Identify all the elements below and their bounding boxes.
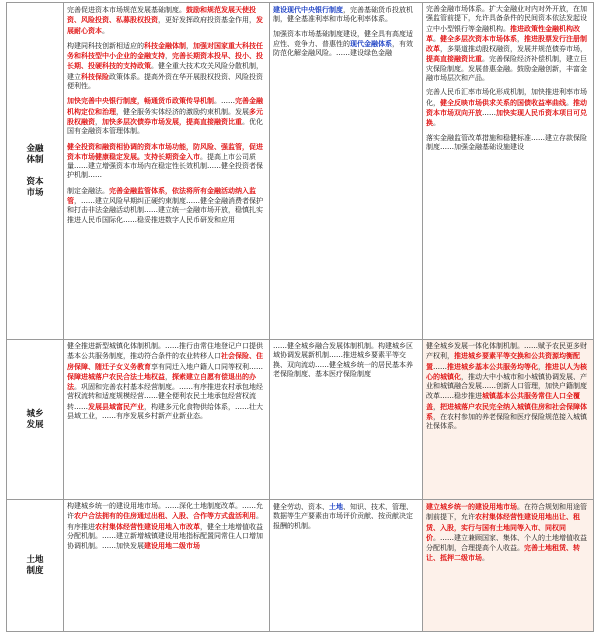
highlighted-text: 建设现代中央银行制度 bbox=[273, 5, 343, 14]
section-label-line: 制度 bbox=[26, 565, 44, 576]
text-run: 。 bbox=[102, 26, 109, 35]
highlighted-text: 推进以人为核心的城镇化 bbox=[426, 361, 587, 381]
text-run: 。在符合规划和用途管制前提下，允许 bbox=[426, 503, 587, 522]
highlighted-text: 完善长期资本投早、投小、投长期、投硬科技的支持政策 bbox=[67, 51, 263, 71]
paragraph bbox=[67, 5, 266, 36]
section-label-line: 体制 bbox=[26, 154, 44, 165]
text-run: 构建同科技创新相适应的 bbox=[67, 41, 144, 50]
highlighted-text: 加快实现人民币资本项目可兑换 bbox=[426, 107, 587, 128]
text-run: 。提高上市公司质量……建立增强资本市场内在稳定性长效机制……健全投资者保护机制…… bbox=[67, 152, 263, 180]
highlighted-text: 土地 bbox=[329, 502, 343, 511]
text-run: ，有效防范化解金融风险。……建设绿色金融 bbox=[273, 39, 413, 58]
text-run: ，多渠道推动股权融资，发展并规范债券市场， bbox=[440, 45, 587, 54]
text-run: 。 bbox=[566, 98, 573, 107]
paragraph bbox=[426, 134, 590, 153]
highlighted-text: 科技金融体制 bbox=[144, 40, 186, 50]
text-run: 享有同迁入地户籍人口同等权利…… bbox=[151, 362, 263, 371]
highlighted-text: 科技保险 bbox=[81, 71, 109, 81]
section-label-line: 市场 bbox=[26, 187, 44, 198]
highlighted-text: 提高直接融资比重 bbox=[426, 54, 482, 64]
text-run: ，健全服务实体经济的激励约束机制。发展 bbox=[116, 107, 249, 116]
text-run: 。优化国有金融资本管理体制。 bbox=[67, 117, 263, 136]
text-run: ，在农村参加的养老保险和医疗保险规范接入城镇社保体系。 bbox=[426, 413, 587, 431]
text-run: 。 bbox=[433, 34, 440, 43]
text-run: ，构建多元化食物供给体系，……壮大县域工业，……有序发展乡村新产业新业态。 bbox=[67, 402, 263, 421]
paragraph bbox=[67, 96, 266, 136]
cell-prior-urban-rural bbox=[270, 340, 423, 500]
highlighted-text: 加快多层次债券市场发展，提高直接融资比重 bbox=[102, 116, 242, 126]
text-run: ，更好发挥政府投资基金作用， bbox=[158, 16, 256, 25]
text-run: ， bbox=[95, 117, 102, 126]
text-run: 。…… bbox=[214, 97, 235, 106]
section-label-finance bbox=[7, 3, 64, 340]
text-run: 制定金融法。 bbox=[67, 186, 109, 195]
text-run: ，完善基础货币投放机制，健全基准利率和市场化利率体系。 bbox=[273, 6, 413, 24]
text-run: 。完善保险经济补偿机制，建立巨灾保险制度。发展普惠金融。鼓励金融创新，丰富金融市场层次和产品。 bbox=[426, 55, 587, 83]
cell-current-finance bbox=[64, 3, 270, 340]
cell-earlier-finance bbox=[423, 3, 594, 340]
cell-current-land bbox=[64, 500, 270, 632]
highlighted-text: 健全多层次资本市场体系 bbox=[440, 33, 517, 43]
paragraph bbox=[426, 342, 590, 432]
text-run: 完善人民币汇率市场化形成机制，加快推进利率市场化， bbox=[426, 88, 587, 107]
text-run: 完善金融市场体系。扩大金融业对内对外开放，在加强监管前提下，允许具备条件的民间资本依法发起设立中小型银行等金融机构。 bbox=[426, 5, 587, 33]
text-run: 。 bbox=[433, 119, 440, 128]
highlighted-text: 现代金融体系 bbox=[350, 38, 392, 48]
paragraph bbox=[273, 30, 419, 59]
text-run: ， bbox=[165, 52, 172, 61]
section-label-line: 土地 bbox=[26, 554, 44, 565]
cell-current-urban-rural bbox=[64, 340, 270, 500]
table-row bbox=[7, 3, 594, 340]
highlighted-text: 健全投资和融资相协调的资本市场功能，防风险、强监管，促进资本市场健康稳定发展。支持长期资金入市 bbox=[67, 141, 263, 161]
paragraph bbox=[67, 502, 266, 551]
highlighted-text: 完善土地租赁、转让、抵押二级市场 bbox=[426, 543, 580, 563]
text-run: ，推动大中小城市和小城镇协调发展、产业和城镇融合发展……创新人口管理，加快户籍制度改革……稳步推进 bbox=[426, 372, 587, 401]
table-row bbox=[7, 500, 594, 632]
cell-prior-land bbox=[270, 500, 423, 632]
text-run: 健全城乡发展一体化体制机制。……赋予农民更多财产权利， bbox=[426, 342, 587, 361]
highlighted-text: 推进城乡要素平等交换和公共资源均衡配置 bbox=[426, 351, 580, 371]
highlighted-text: 推动资本市场双向开放 bbox=[426, 97, 587, 117]
highlighted-text: 建立城乡统一的建设用地市场 bbox=[426, 502, 517, 511]
paragraph bbox=[67, 142, 266, 181]
highlighted-text: 社会保险、住房保障、随迁子女义务教育 bbox=[67, 351, 263, 371]
paragraph bbox=[426, 5, 590, 83]
text-run: ，……建立风险早期纠正硬约束制度……健全金融消费者保护和打击非法金融活动机制……建立统一金融市场开放，稳慎扎实推进人民币国际化……稳妥推进数字人民币研发和应用 bbox=[67, 197, 263, 224]
text-run: 。 bbox=[482, 554, 489, 563]
section-label-line: 发展 bbox=[26, 419, 44, 430]
section-label-line: 资本 bbox=[26, 176, 44, 187]
paragraph bbox=[67, 342, 266, 421]
text-run: ，健全土地增值收益分配机制。……建立新增城镇建设用地指标配置同常住人口增加协调机制。……加快发展 bbox=[67, 522, 263, 551]
highlighted-text: 农村集体经营性建设用地出让、租赁、入股，实行与国有土地同等入市、同权同价 bbox=[426, 512, 580, 542]
text-run: 健全推进新型城镇化体制机制。……推行由常住地登记户口提供基本公共服务制度，推动符合条件的农业转移人口 bbox=[67, 342, 263, 361]
highlighted-text: 推进城乡基本公共服务均等化 bbox=[447, 361, 538, 371]
text-run: 。健全重大技术攻关风险分散机制，建立 bbox=[67, 62, 263, 81]
section-label-urban-rural bbox=[7, 340, 64, 500]
highlighted-text: 鼓励和规范发展天使投资、风险投资、私募股权投资 bbox=[67, 5, 256, 25]
text-run: 加强资本市场基础制度建设，健全具有高度适应性、竞争力、普惠性的 bbox=[273, 29, 413, 48]
highlighted-text: 推进政策性金融机构改革 bbox=[426, 23, 580, 43]
text-run: 构建城乡统一的建设用地市场。……深化土地制度改革。……允许 bbox=[67, 502, 263, 521]
highlighted-text: 建设用地二级市场 bbox=[144, 541, 200, 551]
text-run: ……健全城乡融合发展体制机制。构建城乡区域协调发展新机制……推进城乡要素平等交换、双向流动……健全城乡统一的居民基本养老保险制度、基本医疗保险制度 bbox=[273, 342, 413, 378]
cell-prior-finance bbox=[270, 3, 423, 340]
paragraph bbox=[273, 5, 419, 25]
reform-comparison-table bbox=[6, 2, 594, 632]
highlighted-text: 农户合法拥有的住房通过出租、入股、合作等方式盘活利用 bbox=[74, 511, 256, 521]
highlighted-text: 完善金融机构定位和治理 bbox=[67, 96, 263, 116]
highlighted-text: 保障进城落户农民合法土地权益 bbox=[67, 371, 165, 381]
section-label-line: 城乡 bbox=[26, 408, 44, 419]
highlighted-text: 健全反映市场供求关系的国债收益率曲线 bbox=[440, 97, 566, 107]
paragraph bbox=[67, 41, 266, 91]
text-run: 政策体系。提高外资在华开展股权投资、风险投资便利性。 bbox=[67, 72, 263, 91]
highlighted-text: 完善金融监管体系，依法将所有金融活动纳入监管 bbox=[67, 185, 256, 206]
text-run: ， bbox=[186, 41, 193, 50]
section-label-line bbox=[9, 166, 61, 177]
paragraph bbox=[426, 88, 590, 128]
text-run: 。巩固和完善农村基本经营制度。……有序推进农村承包地经营权流转和适度规模经营……健全便利农民土地承包经营权流转…… bbox=[67, 383, 263, 411]
text-run: …… bbox=[433, 362, 447, 371]
highlighted-text: 发展耐心资本 bbox=[67, 15, 263, 35]
highlighted-text: 推进股票发行注册制改革 bbox=[426, 33, 587, 54]
highlighted-text: 把进城落户农民完全纳入城镇住房和社会保障体系 bbox=[426, 401, 587, 422]
highlighted-text: 城镇基本公共服务常住人口全覆盖 bbox=[426, 391, 580, 411]
highlighted-text: 探索建立自愿有偿退出的办法 bbox=[67, 371, 256, 392]
highlighted-text: 加强对国家重大科技任务和科技型中小企业的金融支持 bbox=[67, 40, 263, 61]
text-run: 落实金融监管改革措施和稳健标准……建立存款保险制度……加强金融基础设施建设 bbox=[426, 133, 587, 151]
text-run: 健全劳动、资本、 bbox=[273, 503, 329, 511]
cell-earlier-land bbox=[423, 500, 594, 632]
text-run: 。……建立兼顾国家、集体、个人的土地增值收益分配机制，合理提高个人收益。 bbox=[426, 533, 587, 553]
section-label-line: 金融 bbox=[26, 143, 44, 154]
text-run: 。有序推进 bbox=[67, 512, 263, 531]
paragraph bbox=[273, 502, 419, 531]
text-run: ， bbox=[165, 372, 172, 381]
paragraph bbox=[273, 342, 419, 379]
text-run: ， bbox=[433, 402, 440, 411]
highlighted-text: 发展县域富民产业 bbox=[88, 401, 144, 411]
text-run: ， bbox=[538, 362, 545, 371]
highlighted-text: 农村集体经营性建设用地入市改革 bbox=[95, 521, 200, 531]
text-run: …… bbox=[482, 108, 496, 117]
text-run: ， bbox=[517, 34, 524, 43]
cell-earlier-urban-rural bbox=[423, 340, 594, 500]
section-label-land bbox=[7, 500, 64, 632]
highlighted-text: 加快完善中央银行制度，畅通货币政策传导机制 bbox=[67, 96, 214, 106]
paragraph bbox=[67, 186, 266, 225]
table-row bbox=[7, 340, 594, 500]
highlighted-text: 多元股权融资 bbox=[67, 106, 263, 126]
text-run: 、知识、技术、管理、数据等生产要素由市场评价贡献、按贡献决定报酬的机制。 bbox=[273, 503, 413, 530]
text-run: 完善促进资本市场规范发展基础制度。 bbox=[67, 6, 186, 14]
paragraph bbox=[426, 502, 590, 564]
